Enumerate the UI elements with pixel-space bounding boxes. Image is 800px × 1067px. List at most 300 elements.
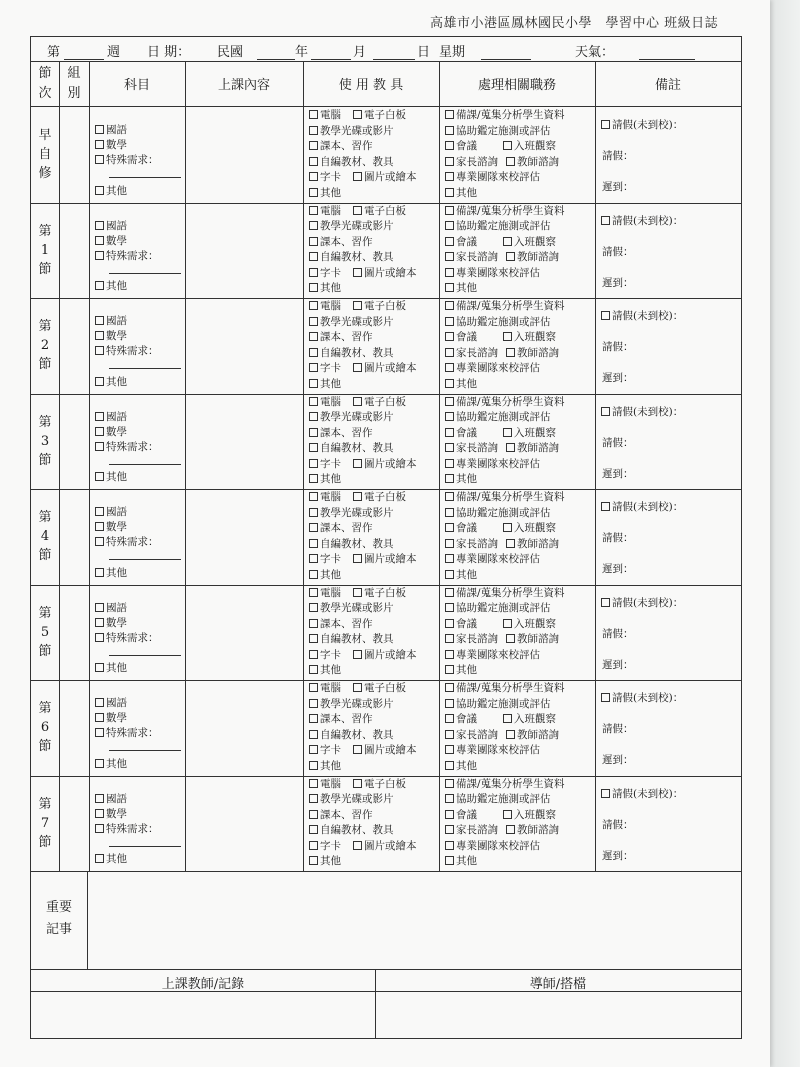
duty-other[interactable]: 其他 <box>445 855 477 867</box>
duty-assess[interactable]: 協助鑑定施測或評估 <box>445 698 551 710</box>
special-needs-blank[interactable] <box>109 456 181 465</box>
duty-other[interactable]: 其他 <box>445 664 477 676</box>
remark-late[interactable]: 遲到： <box>602 849 634 862</box>
subject-options <box>95 601 183 677</box>
group-field[interactable] <box>60 107 88 203</box>
duty-assess[interactable]: 協助鑑定施測或評估 <box>445 411 551 423</box>
tool-whiteboard[interactable]: 電子白板 <box>353 109 406 121</box>
remark-absent[interactable]: 請假(未到校)： <box>601 597 683 609</box>
duty-observe[interactable]: 入班觀察 <box>503 140 556 152</box>
tool-computer[interactable]: 電腦 <box>309 491 341 503</box>
tool-media[interactable]: 教學光碟或影片 <box>309 411 394 423</box>
checkbox-icon <box>353 745 362 754</box>
subject-options <box>95 314 183 390</box>
tool-whiteboard[interactable]: 電子白板 <box>353 778 406 790</box>
tool-pictures[interactable]: 圖片或繪本 <box>353 840 417 852</box>
duty-meeting[interactable]: 會議 <box>445 618 477 630</box>
duty-teacher[interactable]: 教師諮詢 <box>506 347 559 359</box>
checkbox-icon <box>309 714 318 723</box>
checkbox-icon <box>445 794 454 803</box>
notes-label-text: 重要記事 <box>45 900 72 937</box>
duty-assess[interactable]: 協助鑑定施測或評估 <box>445 602 551 614</box>
col-remarks: 備註 <box>595 61 741 107</box>
subject-chinese[interactable]: 國語 <box>95 124 127 136</box>
remark-absent[interactable]: 請假(未到校)： <box>601 788 683 800</box>
duty-teacher[interactable]: 教師諮詢 <box>506 729 559 741</box>
checkbox-icon <box>445 301 454 310</box>
duty-other[interactable]: 其他 <box>445 760 477 772</box>
checkbox-icon <box>95 663 104 672</box>
duty-teacher[interactable]: 教師諮詢 <box>506 824 559 836</box>
duty-parent[interactable]: 家長諮詢 <box>445 347 498 359</box>
checkbox-icon <box>95 221 104 230</box>
tool-pictures[interactable]: 圖片或繪本 <box>353 744 417 756</box>
tool-other[interactable]: 其他 <box>309 664 341 676</box>
tool-pictures[interactable]: 圖片或繪本 <box>353 553 417 565</box>
duty-prep[interactable]: 備課/蒐集分析學生資料 <box>445 778 565 790</box>
subject-options <box>95 505 183 581</box>
group-field[interactable] <box>60 680 88 776</box>
checkbox-icon <box>309 172 318 181</box>
remark-options <box>601 492 741 585</box>
remark-late[interactable]: 遲到： <box>602 467 634 480</box>
remark-options <box>601 397 741 490</box>
lesson-content-field[interactable] <box>186 394 302 490</box>
subject-other[interactable]: 其他 <box>95 758 127 770</box>
checkbox-icon <box>601 216 610 225</box>
duty-teacher[interactable]: 教師諮詢 <box>506 442 559 454</box>
tool-options <box>309 681 439 774</box>
background-surface <box>770 0 800 1067</box>
duty-meeting[interactable]: 會議 <box>445 236 477 248</box>
remark-leave[interactable]: 請假： <box>602 627 634 640</box>
subject-other[interactable]: 其他 <box>95 567 127 579</box>
tool-cards[interactable]: 字卡 <box>309 458 341 470</box>
checkbox-icon <box>309 443 318 452</box>
tool-whiteboard[interactable]: 電子白板 <box>353 300 406 312</box>
duty-team[interactable]: 專業團隊來校評估 <box>445 267 540 279</box>
duty-teacher[interactable]: 教師諮詢 <box>506 633 559 645</box>
special-needs-blank[interactable] <box>109 169 181 178</box>
tool-textbook[interactable]: 課本、習作 <box>309 331 373 343</box>
remark-absent[interactable]: 請假(未到校)： <box>601 215 683 227</box>
duty-assess[interactable]: 協助鑑定施測或評估 <box>445 507 551 519</box>
subject-special-needs[interactable]: 特殊需求： <box>95 345 159 357</box>
duty-parent[interactable]: 家長諮詢 <box>445 729 498 741</box>
duty-other[interactable]: 其他 <box>445 187 477 199</box>
checkbox-icon <box>95 537 104 546</box>
duty-meeting[interactable]: 會議 <box>445 809 477 821</box>
subject-chinese[interactable]: 國語 <box>95 220 127 232</box>
tool-pictures[interactable]: 圖片或繪本 <box>353 458 417 470</box>
duty-observe[interactable]: 入班觀察 <box>503 713 556 725</box>
duty-options <box>445 299 595 392</box>
checkbox-icon <box>95 507 104 516</box>
tool-computer[interactable]: 電腦 <box>309 587 341 599</box>
lesson-content-field[interactable] <box>186 776 302 872</box>
tool-pictures[interactable]: 圖片或繪本 <box>353 267 417 279</box>
remark-options <box>601 301 741 394</box>
duty-parent[interactable]: 家長諮詢 <box>445 251 498 263</box>
tool-cards[interactable]: 字卡 <box>309 553 341 565</box>
group-field[interactable] <box>60 394 88 490</box>
tool-whiteboard[interactable]: 電子白板 <box>353 396 406 408</box>
remark-absent[interactable]: 請假(未到校)： <box>601 119 683 131</box>
tool-cards[interactable]: 字卡 <box>309 840 341 852</box>
duty-parent[interactable]: 家長諮詢 <box>445 538 498 550</box>
subject-math[interactable]: 數學 <box>95 330 127 342</box>
remark-late[interactable]: 遲到： <box>602 563 634 575</box>
duty-team[interactable]: 專業團隊來校評估 <box>445 649 540 661</box>
checkbox-icon <box>445 761 454 770</box>
tool-textbook[interactable]: 課本、習作 <box>309 809 373 821</box>
checkbox-icon <box>95 281 104 290</box>
subject-special-needs[interactable]: 特殊需求： <box>95 154 159 166</box>
subject-other[interactable]: 其他 <box>95 471 127 483</box>
tool-selfmade[interactable]: 自編教材、教具 <box>309 824 394 836</box>
subject-special-needs[interactable]: 特殊需求： <box>95 823 159 835</box>
remark-leave[interactable]: 請假： <box>602 818 634 831</box>
checkbox-icon <box>445 539 454 548</box>
subject-chinese[interactable]: 國語 <box>95 697 127 709</box>
subject-chinese[interactable]: 國語 <box>95 602 127 614</box>
tool-textbook[interactable]: 課本、習作 <box>309 713 373 725</box>
subject-chinese[interactable]: 國語 <box>95 506 127 518</box>
checkbox-icon <box>309 237 318 246</box>
duty-observe[interactable]: 入班觀察 <box>503 236 556 248</box>
period-label-text: 第2節 <box>38 319 52 373</box>
duty-assess[interactable]: 協助鑑定施測或評估 <box>445 793 551 805</box>
special-needs-blank[interactable] <box>109 265 181 274</box>
checkbox-icon <box>445 570 454 579</box>
checkbox-icon <box>445 412 454 421</box>
subject-math[interactable]: 數學 <box>95 235 127 247</box>
tool-selfmade[interactable]: 自編教材、教具 <box>309 633 394 645</box>
tool-cards[interactable]: 字卡 <box>309 649 341 661</box>
divider <box>439 61 440 871</box>
period-label-text: 第1節 <box>38 223 52 277</box>
tool-whiteboard[interactable]: 電子白板 <box>353 205 406 217</box>
duty-team[interactable]: 專業團隊來校評估 <box>445 744 540 756</box>
duty-parent[interactable]: 家長諮詢 <box>445 156 498 168</box>
tool-media[interactable]: 教學光碟或影片 <box>309 316 394 328</box>
tool-textbook[interactable]: 課本、習作 <box>309 427 373 439</box>
tool-options <box>309 586 439 679</box>
tool-media[interactable]: 教學光碟或影片 <box>309 793 394 805</box>
checkbox-icon <box>95 125 104 134</box>
tool-textbook[interactable]: 課本、習作 <box>309 522 373 534</box>
tool-computer[interactable]: 電腦 <box>309 300 341 312</box>
checkbox-icon <box>601 120 610 129</box>
checkbox-icon <box>445 714 454 723</box>
tool-other[interactable]: 其他 <box>309 569 341 581</box>
subject-special-needs[interactable]: 特殊需求： <box>95 250 159 262</box>
tool-media[interactable]: 教學光碟或影片 <box>309 602 394 614</box>
checkbox-icon <box>445 730 454 739</box>
subject-options <box>95 792 183 868</box>
remark-absent[interactable]: 請假(未到校)： <box>601 501 683 513</box>
remark-late[interactable]: 遲到： <box>602 276 634 289</box>
checkbox-icon <box>445 317 454 326</box>
duty-parent[interactable]: 家長諮詢 <box>445 633 498 645</box>
teacher-signature-field[interactable] <box>31 992 375 1038</box>
col-group <box>59 61 89 107</box>
checkbox-icon <box>445 172 454 181</box>
checkbox-icon <box>309 110 318 119</box>
tool-computer[interactable]: 電腦 <box>309 109 341 121</box>
special-needs-blank[interactable] <box>109 742 181 751</box>
tool-media[interactable]: 教學光碟或影片 <box>309 507 394 519</box>
remark-leave[interactable]: 請假： <box>602 150 634 162</box>
tool-cards[interactable]: 字卡 <box>309 744 341 756</box>
year-label: 年 <box>295 45 309 60</box>
duty-observe[interactable]: 入班觀察 <box>503 522 556 534</box>
duty-assess[interactable]: 協助鑑定施測或評估 <box>445 316 551 328</box>
tool-selfmade[interactable]: 自編教材、教具 <box>309 442 394 454</box>
duty-observe[interactable]: 入班觀察 <box>503 618 556 630</box>
subject-special-needs[interactable]: 特殊需求： <box>95 632 159 644</box>
subject-math[interactable]: 數學 <box>95 426 127 438</box>
checkbox-icon <box>503 332 512 341</box>
duty-prep[interactable]: 備課/蒐集分析學生資料 <box>445 396 565 408</box>
subject-math[interactable]: 數學 <box>95 521 127 533</box>
subject-special-needs[interactable]: 特殊需求： <box>95 441 159 453</box>
tool-options <box>309 204 439 297</box>
duty-meeting[interactable]: 會議 <box>445 140 477 152</box>
checkbox-icon <box>506 634 515 643</box>
duty-assess[interactable]: 協助鑑定施測或評估 <box>445 220 551 232</box>
tool-pictures[interactable]: 圖片或繪本 <box>353 362 417 374</box>
subject-options <box>95 123 183 199</box>
lesson-content-field[interactable] <box>186 107 302 203</box>
tool-selfmade[interactable]: 自編教材、教具 <box>309 156 394 168</box>
checkbox-icon <box>309 779 318 788</box>
duty-prep[interactable]: 備課/蒐集分析學生資料 <box>445 491 565 503</box>
checkbox-icon <box>445 508 454 517</box>
duty-team[interactable]: 專業團隊來校評估 <box>445 840 540 852</box>
duty-observe[interactable]: 入班觀察 <box>503 427 556 439</box>
duty-observe[interactable]: 入班觀察 <box>503 331 556 343</box>
duty-teacher[interactable]: 教師諮詢 <box>506 251 559 263</box>
tool-other[interactable]: 其他 <box>309 378 341 390</box>
duty-meeting[interactable]: 會議 <box>445 522 477 534</box>
duty-meeting[interactable]: 會議 <box>445 331 477 343</box>
checkbox-icon <box>445 221 454 230</box>
checkbox-icon <box>503 428 512 437</box>
checkbox-icon <box>353 397 362 406</box>
checkbox-icon <box>445 126 454 135</box>
subject-math[interactable]: 數學 <box>95 808 127 820</box>
checkbox-icon <box>601 502 610 511</box>
tool-media[interactable]: 教學光碟或影片 <box>309 125 394 137</box>
remark-leave[interactable]: 請假： <box>602 245 634 258</box>
checkbox-icon <box>445 745 454 754</box>
duty-prep[interactable]: 備課/蒐集分析學生資料 <box>445 682 565 694</box>
tool-other[interactable]: 其他 <box>309 760 341 772</box>
tool-pictures[interactable]: 圖片或繪本 <box>353 649 417 661</box>
tool-textbook[interactable]: 課本、習作 <box>309 618 373 630</box>
lesson-content-field[interactable] <box>186 680 302 776</box>
checkbox-icon <box>445 856 454 865</box>
duty-team[interactable]: 專業團隊來校評估 <box>445 171 540 183</box>
special-needs-blank[interactable] <box>109 551 181 560</box>
mentor-signature-field[interactable] <box>376 992 741 1038</box>
tool-textbook[interactable]: 課本、習作 <box>309 140 373 152</box>
duty-parent[interactable]: 家長諮詢 <box>445 442 498 454</box>
tool-whiteboard[interactable]: 電子白板 <box>353 587 406 599</box>
lesson-content-field[interactable] <box>186 585 302 681</box>
duty-other[interactable]: 其他 <box>445 282 477 294</box>
period-label <box>31 107 59 203</box>
tool-computer[interactable]: 電腦 <box>309 778 341 790</box>
tool-cards[interactable]: 字卡 <box>309 362 341 374</box>
checkbox-icon <box>445 379 454 388</box>
checkbox-icon <box>445 252 454 261</box>
tool-whiteboard[interactable]: 電子白板 <box>353 491 406 503</box>
subject-chinese[interactable]: 國語 <box>95 315 127 327</box>
checkbox-icon <box>95 186 104 195</box>
checkbox-icon <box>445 588 454 597</box>
subject-other[interactable]: 其他 <box>95 662 127 674</box>
duty-options <box>445 395 595 488</box>
duty-team[interactable]: 專業團隊來校評估 <box>445 362 540 374</box>
tool-media[interactable]: 教學光碟或影片 <box>309 220 394 232</box>
duty-prep[interactable]: 備課/蒐集分析學生資料 <box>445 109 565 121</box>
lesson-content-field[interactable] <box>186 489 302 585</box>
subject-math[interactable]: 數學 <box>95 139 127 151</box>
checkbox-icon <box>445 206 454 215</box>
subject-math[interactable]: 數學 <box>95 617 127 629</box>
duty-team[interactable]: 專業團隊來校評估 <box>445 458 540 470</box>
subject-chinese[interactable]: 國語 <box>95 411 127 423</box>
tool-textbook[interactable]: 課本、習作 <box>309 236 373 248</box>
subject-other[interactable]: 其他 <box>95 185 127 197</box>
subject-other[interactable]: 其他 <box>95 280 127 292</box>
col-content: 上課內容 <box>185 61 303 107</box>
group-field[interactable] <box>60 298 88 394</box>
remark-absent[interactable]: 請假(未到校)： <box>601 406 683 418</box>
tool-selfmade[interactable]: 自編教材、教具 <box>309 347 394 359</box>
subject-math[interactable]: 數學 <box>95 712 127 724</box>
tool-pictures[interactable]: 圖片或繪本 <box>353 171 417 183</box>
tool-options <box>309 490 439 583</box>
group-field[interactable] <box>60 776 88 872</box>
checkbox-icon <box>601 693 610 702</box>
tool-whiteboard[interactable]: 電子白板 <box>353 682 406 694</box>
checkbox-icon <box>445 157 454 166</box>
remark-absent[interactable]: 請假(未到校)： <box>601 310 683 322</box>
lesson-content-field[interactable] <box>186 298 302 394</box>
tool-media[interactable]: 教學光碟或影片 <box>309 698 394 710</box>
tool-other[interactable]: 其他 <box>309 282 341 294</box>
tool-other[interactable]: 其他 <box>309 187 341 199</box>
remark-late[interactable]: 遲到： <box>602 372 634 384</box>
checkbox-icon <box>95 824 104 833</box>
tool-other[interactable]: 其他 <box>309 473 341 485</box>
remark-late[interactable]: 遲到： <box>602 658 634 671</box>
subject-special-needs[interactable]: 特殊需求： <box>95 536 159 548</box>
checkbox-icon <box>503 141 512 150</box>
tool-other[interactable]: 其他 <box>309 855 341 867</box>
tool-cards[interactable]: 字卡 <box>309 171 341 183</box>
period-label <box>31 585 59 681</box>
tool-selfmade[interactable]: 自編教材、教具 <box>309 729 394 741</box>
subject-other[interactable]: 其他 <box>95 376 127 388</box>
tool-selfmade[interactable]: 自編教材、教具 <box>309 538 394 550</box>
duty-meeting[interactable]: 會議 <box>445 713 477 725</box>
duty-other[interactable]: 其他 <box>445 378 477 390</box>
remark-late[interactable]: 遲到： <box>602 754 634 766</box>
checkbox-icon <box>445 683 454 692</box>
checkbox-icon <box>309 141 318 150</box>
mentor-label: 導師/搭檔 <box>529 977 587 992</box>
duty-assess[interactable]: 協助鑑定施測或評估 <box>445 125 551 137</box>
tool-computer[interactable]: 電腦 <box>309 396 341 408</box>
lesson-content-field[interactable] <box>186 203 302 299</box>
period-label-text: 早自修 <box>38 128 52 182</box>
checkbox-icon <box>95 603 104 612</box>
remark-absent[interactable]: 請假(未到校)： <box>601 692 683 704</box>
tool-cards[interactable]: 字卡 <box>309 267 341 279</box>
duty-observe[interactable]: 入班觀察 <box>503 809 556 821</box>
subject-chinese[interactable]: 國語 <box>95 793 127 805</box>
subject-other[interactable]: 其他 <box>95 853 127 865</box>
duty-other[interactable]: 其他 <box>445 473 477 485</box>
duty-prep[interactable]: 備課/蒐集分析學生資料 <box>445 205 565 217</box>
remark-late[interactable]: 遲到： <box>602 181 634 193</box>
duty-parent[interactable]: 家長諮詢 <box>445 824 498 836</box>
tool-computer[interactable]: 電腦 <box>309 205 341 217</box>
tool-selfmade[interactable]: 自編教材、教具 <box>309 251 394 263</box>
group-field[interactable] <box>60 585 88 681</box>
checkbox-icon <box>353 363 362 372</box>
subject-special-needs[interactable]: 特殊需求： <box>95 727 159 739</box>
special-needs-blank[interactable] <box>109 647 181 656</box>
checkbox-icon <box>95 412 104 421</box>
remark-leave[interactable]: 請假： <box>602 532 634 544</box>
group-field[interactable] <box>60 203 88 299</box>
duty-other[interactable]: 其他 <box>445 569 477 581</box>
remark-leave[interactable]: 請假： <box>602 723 634 735</box>
checkbox-icon <box>309 794 318 803</box>
subject-options <box>95 696 183 772</box>
checkbox-icon <box>95 472 104 481</box>
checkbox-icon <box>445 650 454 659</box>
tool-computer[interactable]: 電腦 <box>309 682 341 694</box>
group-field[interactable] <box>60 489 88 585</box>
notes-area[interactable] <box>88 872 741 968</box>
duty-teacher[interactable]: 教師諮詢 <box>506 538 559 550</box>
duty-prep[interactable]: 備課/蒐集分析學生資料 <box>445 300 565 312</box>
period-label <box>31 680 59 776</box>
remark-leave[interactable]: 請假： <box>602 436 634 449</box>
col-period-label: 節次 <box>38 65 52 101</box>
duty-options <box>445 681 595 774</box>
duty-teacher[interactable]: 教師諮詢 <box>506 156 559 168</box>
checkbox-icon <box>95 346 104 355</box>
duty-meeting[interactable]: 會議 <box>445 427 477 439</box>
special-needs-blank[interactable] <box>109 838 181 847</box>
checkbox-icon <box>309 317 318 326</box>
duty-prep[interactable]: 備課/蒐集分析學生資料 <box>445 587 565 599</box>
checkbox-icon <box>309 157 318 166</box>
duty-team[interactable]: 專業團隊來校評估 <box>445 553 540 565</box>
checkbox-icon <box>353 492 362 501</box>
remark-leave[interactable]: 請假： <box>602 341 634 353</box>
weekday-label: 星期 <box>439 45 466 60</box>
special-needs-blank[interactable] <box>109 360 181 369</box>
checkbox-icon <box>353 172 362 181</box>
